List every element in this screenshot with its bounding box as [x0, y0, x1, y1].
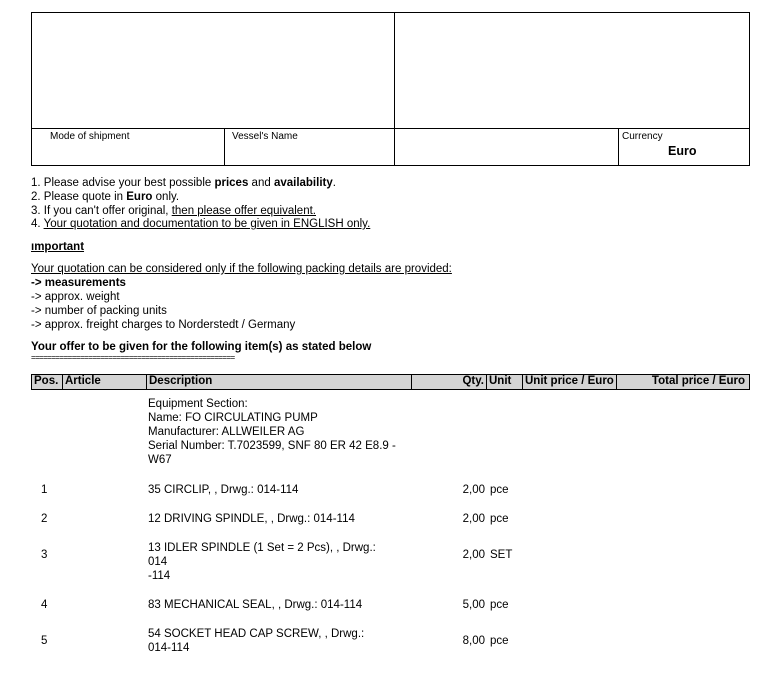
offer-heading: Your offer to be given for the following item(s) as stated below	[31, 341, 372, 353]
row-5-qty: 8,00	[462, 635, 485, 647]
row-5-desc-line: 014-114	[148, 642, 190, 654]
vessel-name-label: Vessel's Name	[232, 131, 298, 142]
equipment-line: Name: FO CIRCULATING PUMP	[148, 412, 318, 424]
row-1-desc: 35 CIRCLIP, , Drwg.: 014-114	[148, 484, 299, 496]
equipment-line: Manufacturer: ALLWEILER AG	[148, 426, 305, 438]
currency-value: Euro	[668, 144, 697, 158]
row-2-desc: 12 DRIVING SPINDLE, , Drwg.: 014-114	[148, 513, 355, 525]
packing-intro: Your quotation can be considered only if the following packing details are provided:	[31, 263, 452, 275]
equipment-line: Equipment Section:	[148, 398, 248, 410]
instruction-3: 3. If you can't offer original, then please offer equivalent.	[31, 205, 316, 217]
row-1-pos: 1	[41, 484, 48, 496]
table-header	[31, 374, 750, 390]
row-5-unit: pce	[490, 635, 509, 647]
equipment-section	[148, 397, 428, 467]
row-3-qty: 2,00	[462, 549, 485, 561]
row-3-unit: SET	[490, 549, 513, 561]
header-article: Article	[63, 375, 147, 389]
row-5-desc-line: 54 SOCKET HEAD CAP SCREW, , Drwg.:	[148, 628, 365, 640]
row-4-qty: 5,00	[462, 599, 485, 611]
box-horizontal-divider	[31, 128, 750, 129]
row-4-unit: pce	[490, 599, 509, 611]
row-1-qty: 2,00	[462, 484, 485, 496]
row-5-desc	[148, 627, 364, 655]
packing-item-units: -> number of packing units	[31, 305, 167, 317]
row-3-desc	[148, 541, 376, 583]
packing-item-freight: -> approx. freight charges to Norderstedt / Germany	[31, 319, 296, 331]
row-4-pos: 4	[41, 599, 48, 611]
header-unit: Unit	[487, 375, 523, 389]
packing-item-measurements: -> measurements	[31, 277, 126, 289]
row-1-unit: pce	[490, 484, 509, 496]
row-4-desc: 83 MECHANICAL SEAL, , Drwg.: 014-114	[148, 599, 363, 611]
offer-rule: ==================================================	[31, 353, 235, 362]
box-divider-currency	[618, 128, 619, 166]
header-pos: Pos.	[32, 375, 63, 389]
important-title: ımportant	[31, 241, 85, 253]
equipment-line: Serial Number: T.7023599, SNF 80 ER 42 E8.9 -	[148, 440, 396, 452]
header-unit-price: Unit price / Euro	[523, 375, 617, 389]
equipment-line: W67	[148, 454, 172, 466]
row-3-desc-line: -114	[148, 570, 171, 582]
instruction-4: 4. Your quotation and documentation to be given in ENGLISH only.	[31, 218, 371, 230]
header-description: Description	[147, 375, 412, 389]
instruction-2: 2. Please quote in Euro only.	[31, 191, 180, 203]
row-3-desc-line: 014	[148, 556, 168, 568]
row-2-pos: 2	[41, 513, 48, 525]
row-2-unit: pce	[490, 513, 509, 525]
box-divider-mode	[224, 128, 225, 166]
header-qty: Qty.	[412, 375, 487, 389]
row-3-desc-line: 13 IDLER SPINDLE (1 Set = 2 Pcs), , Drwg.:	[148, 542, 376, 554]
box-vertical-divider	[394, 12, 395, 166]
header-total-price: Total price / Euro	[651, 375, 745, 387]
currency-label: Currency	[622, 131, 663, 142]
mode-of-shipment-label: Mode of shipment	[50, 131, 130, 142]
row-5-pos: 5	[41, 635, 48, 647]
shipment-box	[31, 12, 750, 166]
packing-item-weight: -> approx. weight	[31, 291, 120, 303]
instruction-1: 1. Please advise your best possible prices and availability.	[31, 177, 336, 189]
row-2-qty: 2,00	[462, 513, 485, 525]
row-3-pos: 3	[41, 549, 48, 561]
